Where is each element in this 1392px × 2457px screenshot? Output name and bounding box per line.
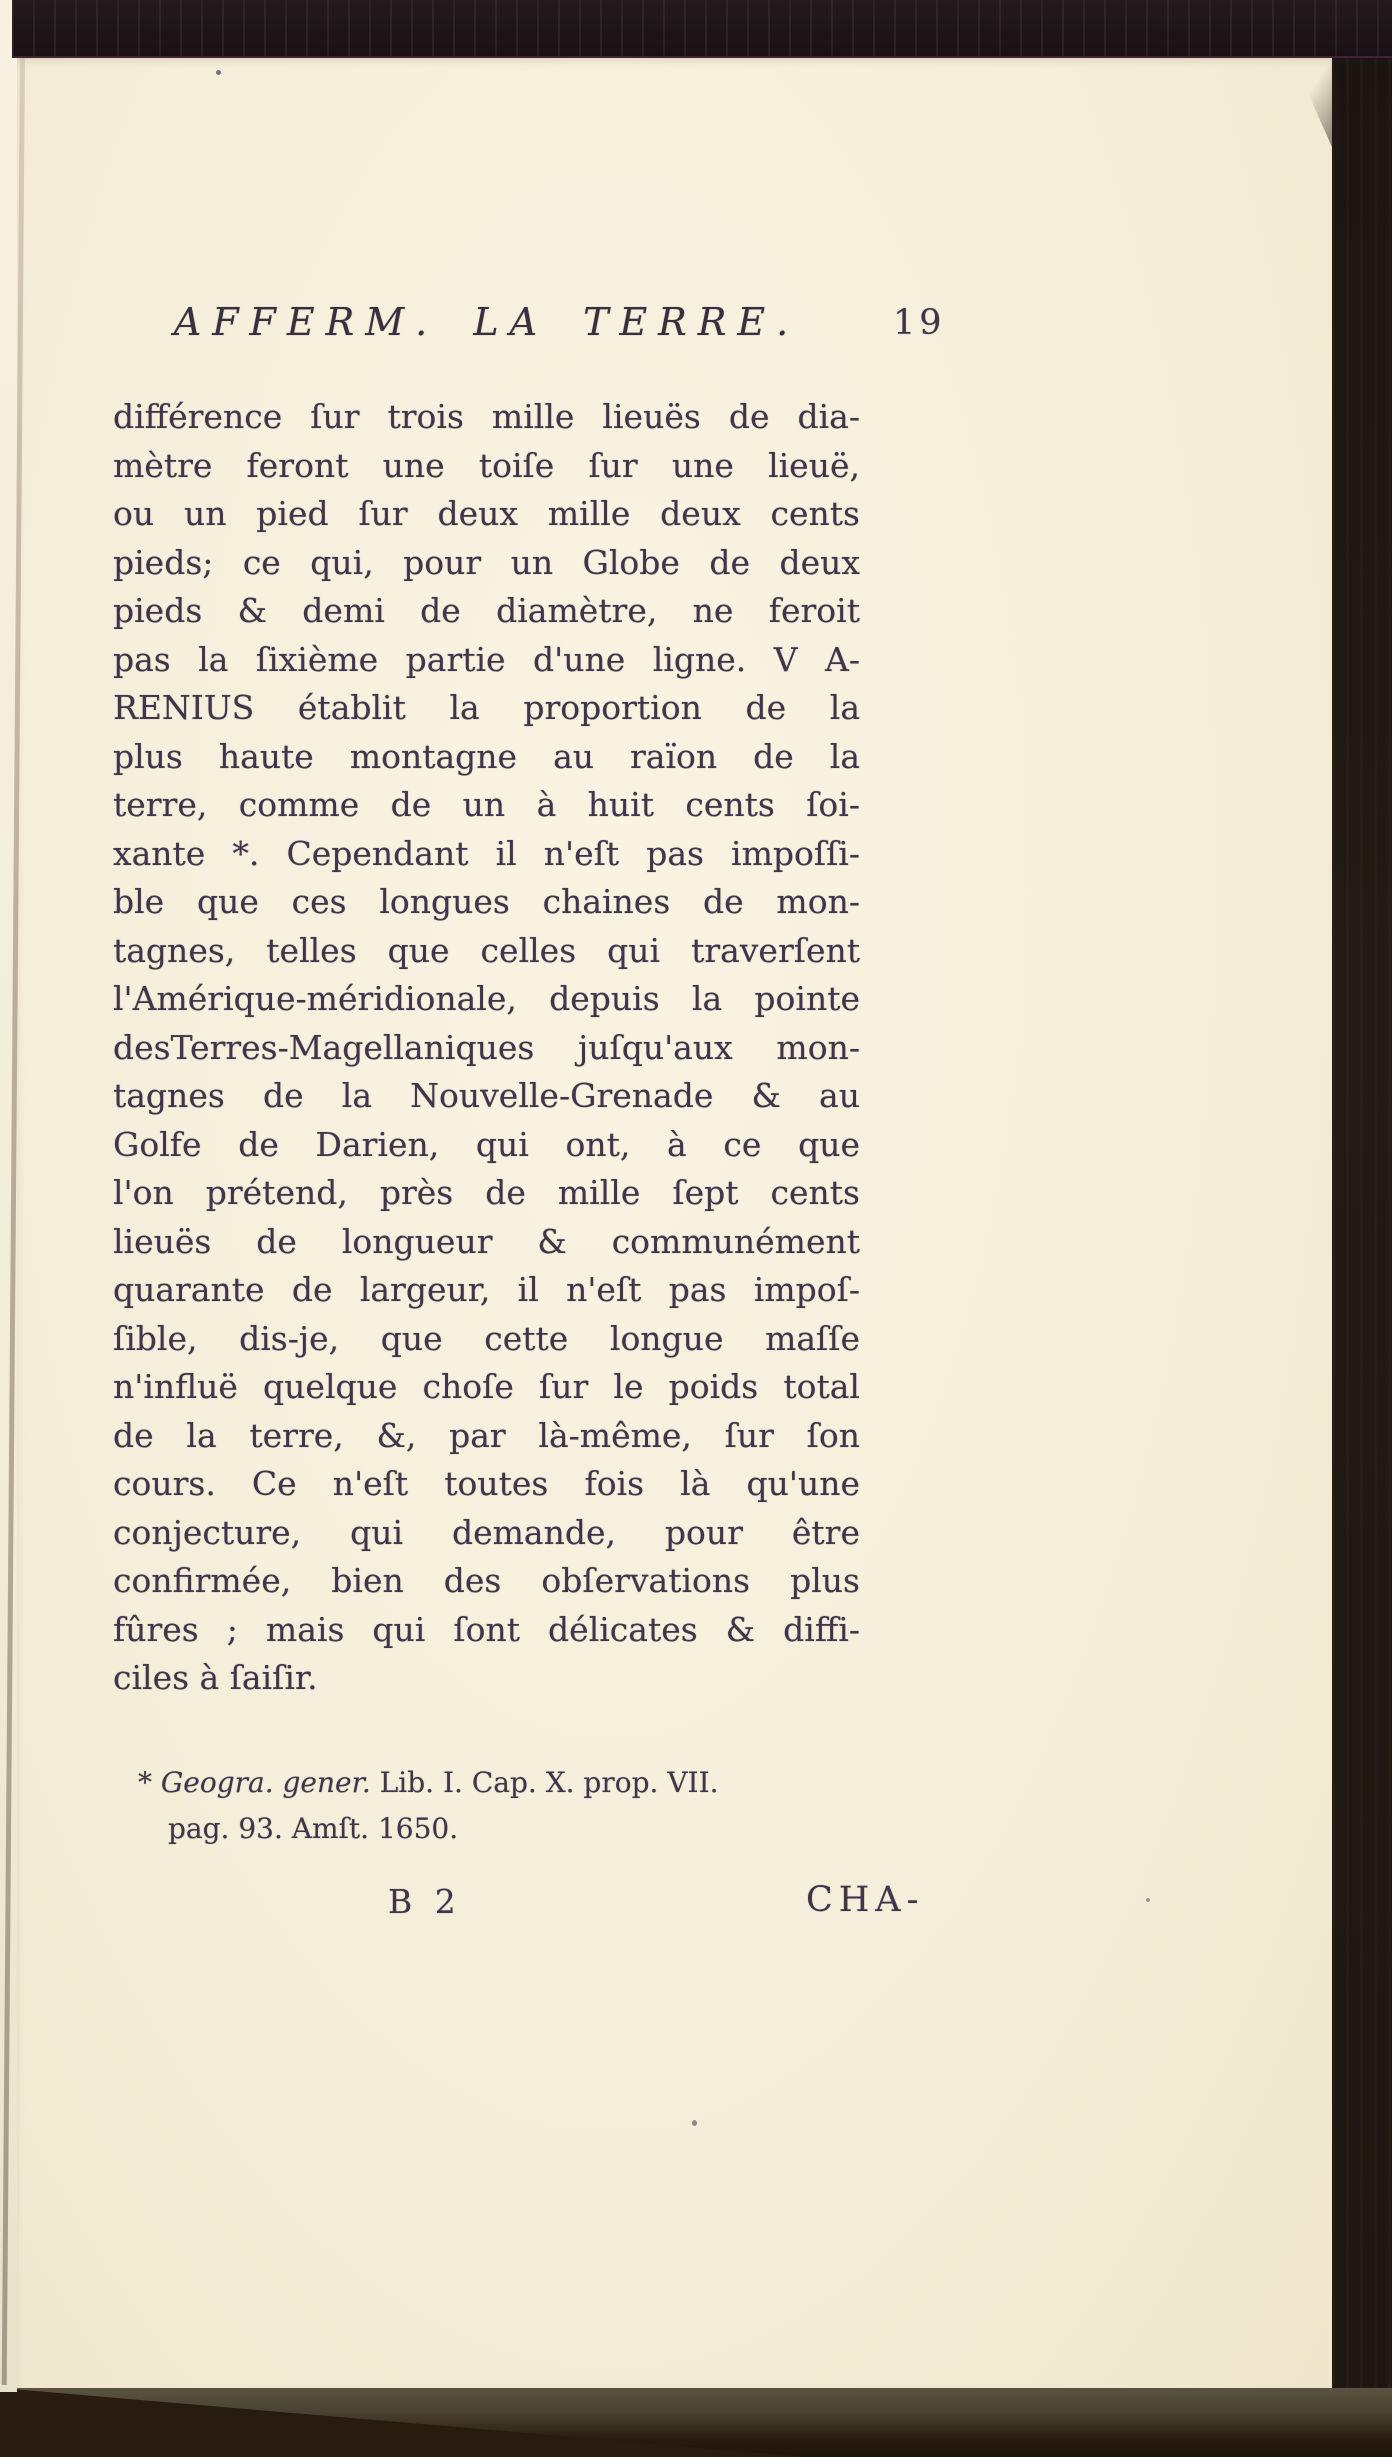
body-line: différence ſur trois mille lieuës de dia- — [113, 397, 860, 436]
body-line: Golfe de Darien, qui ont, à ce que — [113, 1124, 860, 1164]
body-line: l'Amérique-méridionale, depuis la pointe — [113, 979, 860, 1018]
scan-right-band — [1332, 0, 1392, 2457]
body-line: ble que ces longues chaines de mon- — [113, 882, 860, 921]
ink-speck — [1146, 1898, 1150, 1902]
body-line: conjecture, qui demande, pour être — [113, 1512, 860, 1552]
ink-speck — [692, 2120, 697, 2126]
body-line: de la terre, &, par là-même, ſur ſon — [113, 1415, 860, 1455]
footnote-marker: * — [138, 1766, 161, 1799]
body-line: tagnes, telles que celles qui traverſent — [113, 930, 860, 970]
body-line: fûres ; mais qui ſont délicates & diffi- — [113, 1609, 860, 1649]
body-line: pieds & demi de diamètre, ne feroit — [113, 591, 860, 630]
body-line: pieds; ce qui, pour un Globe de deux — [113, 542, 860, 582]
body-line: cours. Ce n'eſt toutes fois là qu'une — [113, 1464, 860, 1503]
footnote-reference: Lib. I. Cap. X. prop. VII. — [370, 1766, 719, 1799]
body-line: ſible, dis-je, que cette longue maſſe — [113, 1318, 860, 1358]
body-line: xante *. Cependant il n'eſt pas impoſſi- — [113, 833, 860, 873]
footnote — [138, 1760, 868, 1852]
body-line: ou un pied ſur deux mille deux cents — [113, 494, 860, 533]
body-line: ciles à ſaiſir. — [113, 1658, 318, 1697]
body-line: pas la ſixième partie d'une ligne. V A- — [113, 639, 860, 679]
signature-mark: B 2 — [388, 1882, 462, 1921]
footnote-work-title: Geogra. gener. — [160, 1766, 371, 1799]
scan-top-band — [12, 0, 1392, 58]
running-head-title: AFFERM. LA TERRE. — [173, 300, 800, 344]
catchword: CHA- — [806, 1880, 925, 1920]
page-number: 19 — [893, 303, 946, 343]
body-line: RENIUS établit la proportion de la — [113, 688, 860, 727]
body-line: terre, comme de un à huit cents ſoi- — [113, 785, 860, 824]
body-line: lieuës de longueur & communément — [113, 1221, 860, 1261]
body-line: tagnes de la Nouvelle-Grenade & au — [113, 1076, 860, 1115]
ink-speck — [216, 70, 221, 75]
body-line: plus haute montagne au raïon de la — [113, 736, 860, 776]
body-line: mètre feront une toiſe ſur une lieuë, — [113, 445, 860, 485]
body-line: l'on prétend, près de mille ſept cents — [113, 1173, 860, 1212]
body-line: desTerres-Magellaniques juſqu'aux mon- — [113, 1027, 860, 1067]
body-line: n'influë quelque choſe ſur le poids total — [113, 1367, 860, 1406]
footnote-line2: pag. 93. Amſt. 1650. — [168, 1812, 459, 1845]
body-text — [113, 393, 860, 1703]
body-line: confirmée, bien des obſervations plus — [113, 1561, 860, 1600]
body-line: quarante de largeur, il n'eſt pas impoſ- — [113, 1270, 860, 1309]
